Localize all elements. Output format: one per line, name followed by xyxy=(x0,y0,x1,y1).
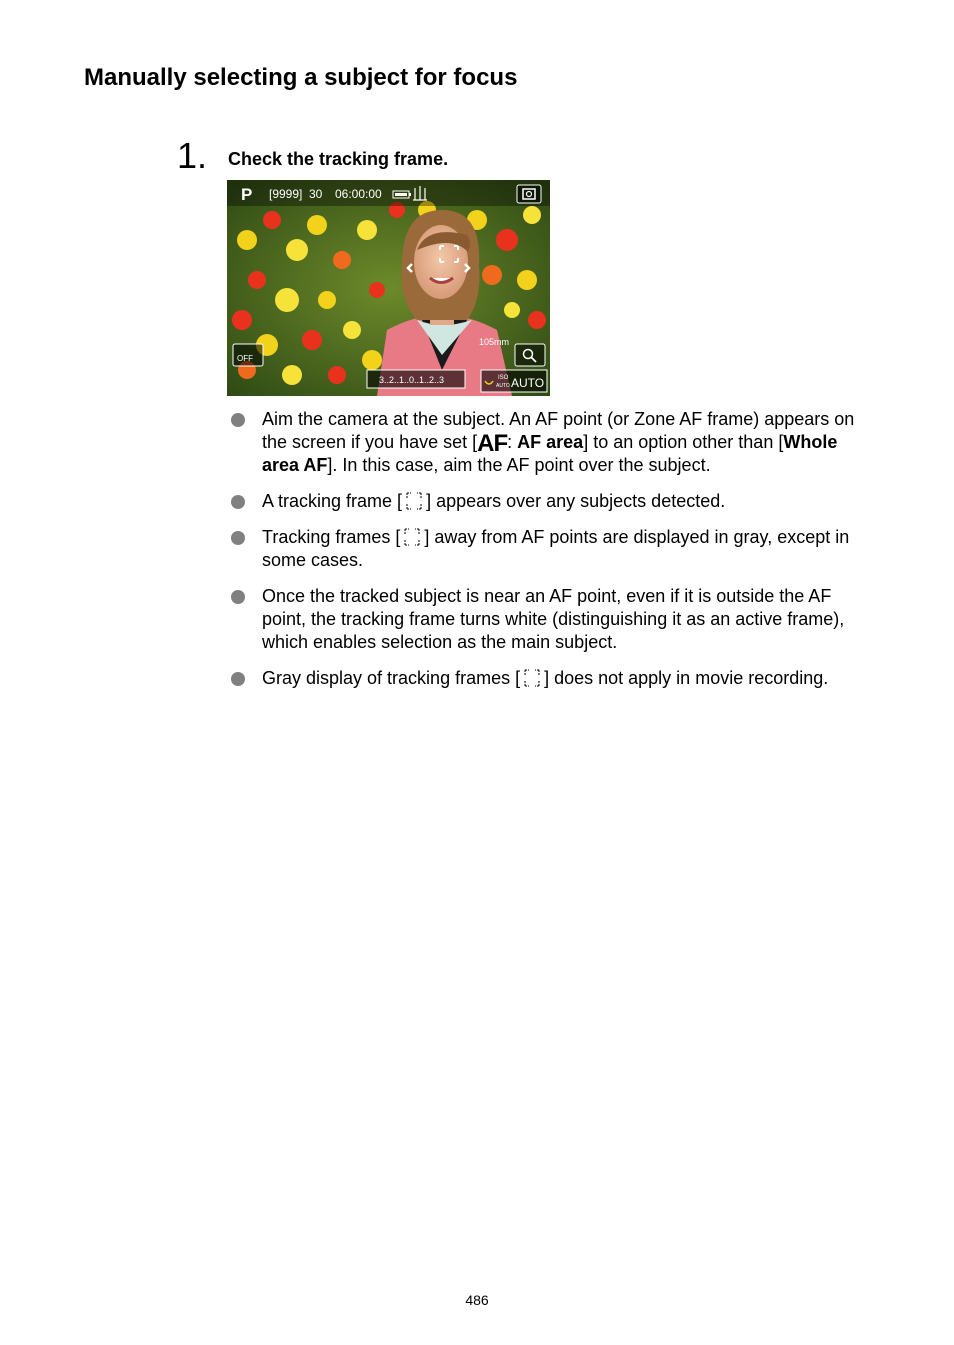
bullet-text-1d: ]. In this case, aim the AF point over the subject. xyxy=(327,455,711,475)
bullet-text-1c: ] to an option other than [ xyxy=(583,432,784,452)
step-label: Check the tracking frame. xyxy=(228,149,449,169)
hand-shake-icon xyxy=(413,186,427,200)
recording-time: 06:00:00 xyxy=(335,187,382,201)
camera-screen-illustration xyxy=(227,180,550,396)
bullet-text-5b: ] does not apply in movie recording. xyxy=(544,668,829,688)
bullet-text-1a: Aim the camera at the subject. An AF point (or Zone AF frame) appears on the screen if you have set [ xyxy=(262,409,855,452)
bullet-text-1b: : xyxy=(507,432,518,452)
iso-label: ISO xyxy=(498,375,509,381)
iso-auto-small: AUTO xyxy=(496,383,510,389)
bullet-text-3b: ] away from AF points are displayed in gray, except in some cases. xyxy=(262,527,850,570)
step-number: 1. xyxy=(177,135,208,176)
shooting-mode: P xyxy=(241,185,253,204)
bullet-dot xyxy=(231,531,245,545)
tracking-frame-icon xyxy=(521,667,543,689)
bullet-text-4: Once the tracked subject is near an AF point, even if it is outside the AF point, the tracking frame turns white (distinguishing it as an active frame), which enables selection as the main subject. xyxy=(262,586,845,652)
tracking-frame-icon xyxy=(401,526,423,548)
bullet-dot xyxy=(231,495,245,509)
list-item xyxy=(228,585,878,654)
exposure-scale-label: 3..2..1..0..1..2..3 xyxy=(379,375,445,385)
bullet-text-3a: Tracking frames [ xyxy=(262,527,401,547)
af-area-label: AF area xyxy=(517,432,584,452)
list-item xyxy=(228,408,878,477)
list-item xyxy=(228,490,878,513)
bullet-text-2a: A tracking frame [ xyxy=(262,491,403,511)
shots-remaining: [9999] xyxy=(269,187,303,201)
magnify-icon[interactable] xyxy=(515,344,545,366)
iso-button[interactable] xyxy=(481,370,547,392)
touch-shutter-label: OFF xyxy=(237,354,253,363)
exposure-scale xyxy=(367,370,465,388)
bullet-dot xyxy=(231,590,245,604)
bullet-text-2b: ] appears over any subjects detected. xyxy=(426,491,726,511)
focal-length: 105mm xyxy=(479,337,510,347)
bullet-text-5a: Gray display of tracking frames [ xyxy=(262,668,521,688)
bullet-list xyxy=(228,408,878,703)
af-icon: AF xyxy=(477,430,508,457)
page-title: Manually selecting a subject for focus xyxy=(84,64,518,91)
list-item xyxy=(228,526,878,572)
shutter-value: 30 xyxy=(309,187,323,201)
list-item xyxy=(228,667,878,690)
whole-area-af-label: Whole area AF xyxy=(262,432,838,475)
page-number: 486 xyxy=(465,1292,489,1308)
iso-value: AUTO xyxy=(511,376,545,390)
bullet-dot xyxy=(231,413,245,427)
tracking-frame-icon xyxy=(403,490,425,512)
camera-screen-image xyxy=(227,180,550,396)
quick-menu-icon[interactable] xyxy=(517,185,541,203)
bullet-dot xyxy=(231,672,245,686)
touch-shutter-off-icon[interactable] xyxy=(233,344,263,366)
